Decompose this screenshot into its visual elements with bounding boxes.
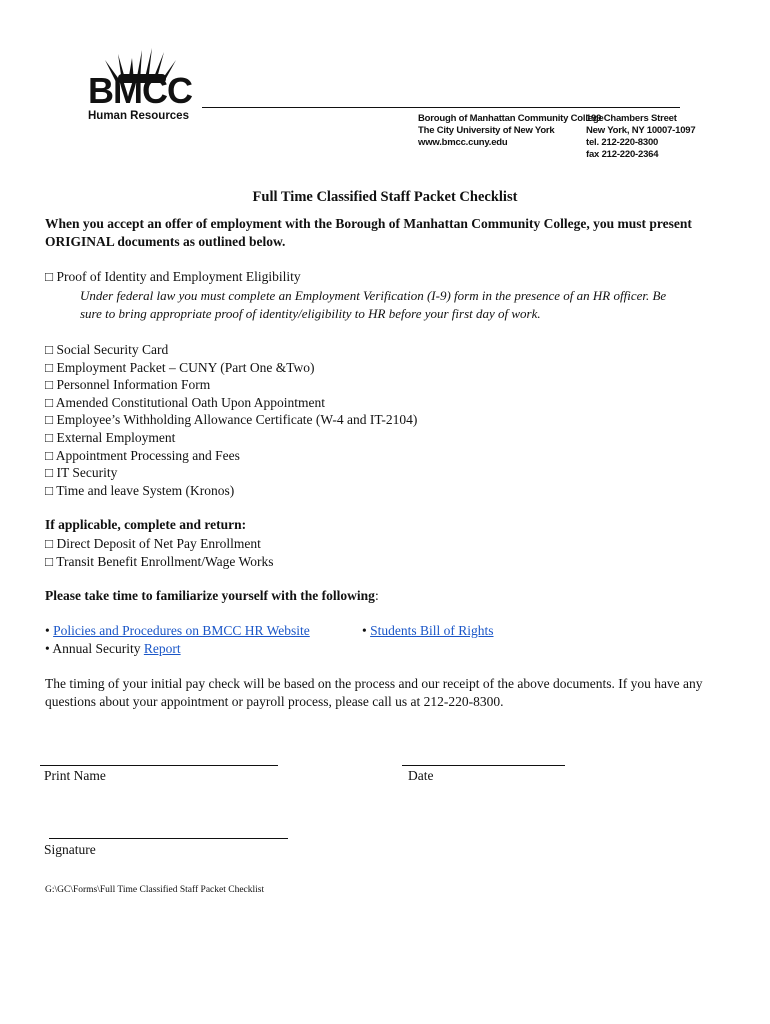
document-checklist xyxy=(45,341,417,499)
checklist-item: □ Personnel Information Form xyxy=(45,377,211,393)
applicable-list xyxy=(45,535,273,570)
address-info xyxy=(586,113,695,161)
logo-text: BMCC xyxy=(88,70,192,111)
familiarize-heading-text: Please take time to familiarize yourself with the following xyxy=(45,588,375,603)
college-info xyxy=(418,113,604,149)
date-label: Date xyxy=(408,768,434,783)
timing-line-1: The timing of your initial pay check will be based on the process and our receipt of the above documents. If you have any xyxy=(45,676,703,691)
checklist-item: □ Amended Constitutional Oath Upon Appointment xyxy=(45,394,326,410)
signature-line xyxy=(49,838,288,839)
applicable-item: □ Transit Benefit Enrollment/Wage Works xyxy=(45,553,274,569)
bullet: • xyxy=(45,623,50,638)
applicable-heading: If applicable, complete and return: xyxy=(45,517,247,532)
policies-link-row xyxy=(45,623,310,639)
students-bill-of-rights-link[interactable]: Students Bill of Rights xyxy=(370,623,494,638)
familiarize-heading xyxy=(45,588,379,604)
applicable-item: □ Direct Deposit of Net Pay Enrollment xyxy=(45,536,261,551)
phone-number: tel. 212-220-8300 xyxy=(586,137,659,148)
city-address: New York, NY 10007-1097 xyxy=(586,125,696,136)
identity-note-line-2: sure to bring appropriate proof of identity/eligibility to HR before your first day of work. xyxy=(80,306,541,321)
security-prefix: Annual Security xyxy=(52,641,141,656)
checklist-item: □ Social Security Card xyxy=(45,342,169,357)
department-label: Human Resources xyxy=(88,110,189,122)
checklist-item: □ Appointment Processing and Fees xyxy=(45,447,240,463)
identity-checklist-item: □ Proof of Identity and Employment Eligibility xyxy=(45,269,301,284)
college-name: Borough of Manhattan Community College xyxy=(418,113,604,124)
checklist-item: □ IT Security xyxy=(45,465,118,481)
signature-label: Signature xyxy=(44,842,96,857)
bmcc-logo xyxy=(88,44,208,111)
fax-number: fax 212-220-2364 xyxy=(586,149,659,160)
print-name-label: Print Name xyxy=(44,768,106,783)
header-rule xyxy=(202,107,680,108)
bullet: • xyxy=(362,623,367,638)
intro-line-1: When you accept an offer of employment with the Borough of Manhattan Community College, you must present xyxy=(45,216,692,231)
college-website: www.bmcc.cuny.edu xyxy=(418,137,508,148)
document-title: Full Time Classified Staff Packet Checklist xyxy=(252,189,518,205)
identity-note-line-1: Under federal law you must complete an Employment Verification (I-9) form in the presence of an HR officer. Be xyxy=(80,288,667,303)
date-line xyxy=(402,765,565,766)
students-link-row xyxy=(362,623,494,639)
intro-line-2: ORIGINAL documents as outlined below. xyxy=(45,234,286,249)
familiarize-colon: : xyxy=(374,588,379,603)
checklist-item: □ Time and leave System (Kronos) xyxy=(45,482,235,498)
file-path-footer: G:\GC\Forms\Full Time Classified Staff Packet Checklist xyxy=(45,885,265,895)
street-address: 199 Chambers Street xyxy=(586,113,677,124)
bullet: • xyxy=(45,641,50,656)
checklist-item: □ Employee’s Withholding Allowance Certificate (W-4 and IT-2104) xyxy=(45,412,418,428)
policies-procedures-link[interactable]: Policies and Procedures on BMCC HR Website xyxy=(53,623,310,638)
annual-security-report-link[interactable]: Report xyxy=(143,641,181,656)
print-name-line xyxy=(40,765,278,766)
security-report-row xyxy=(45,641,181,657)
checklist-item: □ External Employment xyxy=(45,429,176,445)
timing-line-2: questions about your appointment or payroll process, please call us at 212-220-8300. xyxy=(45,694,504,709)
university-name: The City University of New York xyxy=(418,125,555,136)
checklist-item: □ Employment Packet – CUNY (Part One &Two) xyxy=(45,359,315,375)
